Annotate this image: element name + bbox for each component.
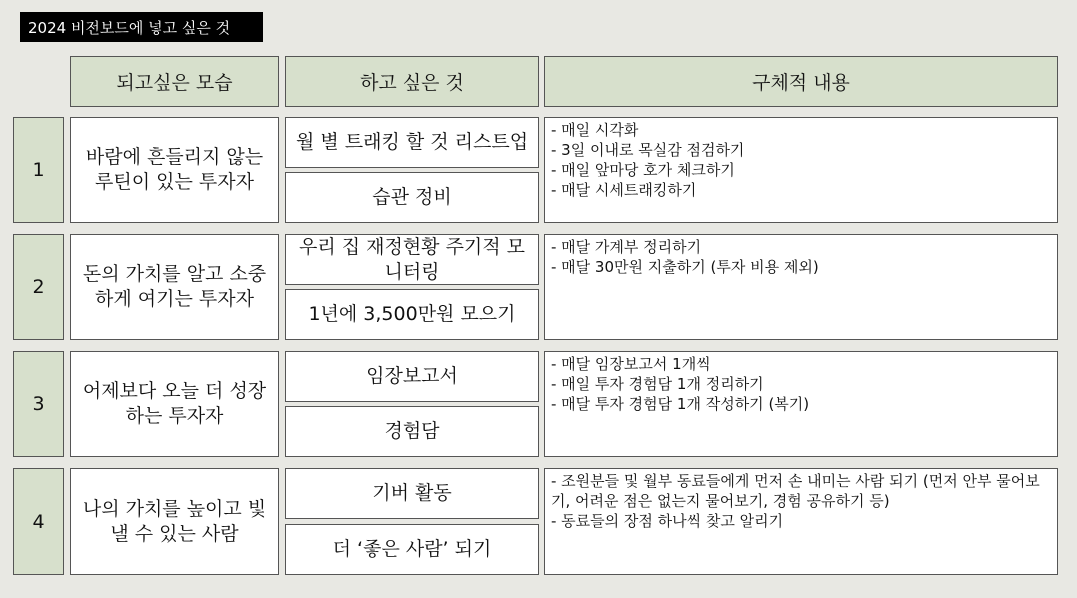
detail-item: - 매달 가계부 정리하기 xyxy=(551,238,702,256)
detail-item: - 매일 투자 경험담 1개 정리하기 xyxy=(551,375,764,393)
detail-item: - 조원분들 및 월부 동료들에게 먼저 손 내미는 사람 되기 (먼저 안부 물어보기, 어려운 점은 없는지 물어보기, 경험 공유하기 등) xyxy=(551,472,1040,510)
goal-cell: 나의 가치를 높이고 빛낼 수 있는 사람 xyxy=(70,468,279,575)
todo-cell: 월 별 트래킹 할 것 리스트업 xyxy=(285,117,539,168)
goal-cell: 바람에 흔들리지 않는 루틴이 있는 투자자 xyxy=(70,117,279,223)
goal-cell: 어제보다 오늘 더 성장하는 투자자 xyxy=(70,351,279,457)
details-cell xyxy=(544,351,1058,457)
header-details: 구체적 내용 xyxy=(544,56,1058,107)
todo-cell: 임장보고서 xyxy=(285,351,539,402)
details-cell xyxy=(544,234,1058,340)
row-number: 2 xyxy=(13,234,64,340)
detail-item: - 매달 시세트래킹하기 xyxy=(551,181,697,199)
todo-cell: 우리 집 재정현황 주기적 모니터링 xyxy=(285,234,539,285)
todo-cell: 더 ‘좋은 사람’ 되기 xyxy=(285,524,539,575)
todo-cell: 기버 활동 xyxy=(285,468,539,519)
header-goal: 되고싶은 모습 xyxy=(70,56,279,107)
page-title: 2024 비전보드에 넣고 싶은 것 xyxy=(20,12,263,42)
detail-item: - 매달 30만원 지출하기 (투자 비용 제외) xyxy=(551,258,819,276)
details-cell xyxy=(544,468,1058,575)
row-number: 4 xyxy=(13,468,64,575)
detail-item: - 매일 앞마당 호가 체크하기 xyxy=(551,161,735,179)
detail-item: - 매달 투자 경험담 1개 작성하기 (복기) xyxy=(551,395,810,413)
detail-item: - 매달 임장보고서 1개씩 xyxy=(551,355,711,373)
todo-cell: 습관 정비 xyxy=(285,172,539,223)
detail-item: - 동료들의 장점 하나씩 찾고 알리기 xyxy=(551,512,784,530)
header-todo: 하고 싶은 것 xyxy=(285,56,539,107)
details-cell xyxy=(544,117,1058,223)
row-number: 3 xyxy=(13,351,64,457)
row-number: 1 xyxy=(13,117,64,223)
todo-cell: 경험담 xyxy=(285,406,539,457)
detail-item: - 매일 시각화 xyxy=(551,121,639,139)
todo-cell: 1년에 3,500만원 모으기 xyxy=(285,289,539,340)
detail-item: - 3일 이내로 목실감 점검하기 xyxy=(551,141,745,159)
goal-cell: 돈의 가치를 알고 소중하게 여기는 투자자 xyxy=(70,234,279,340)
